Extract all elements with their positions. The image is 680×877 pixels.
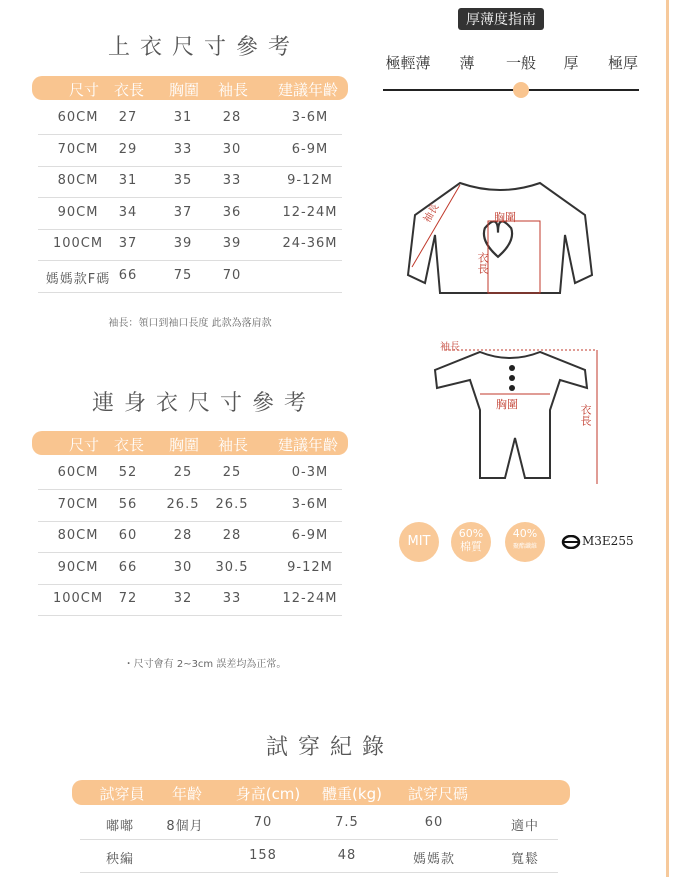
table-cell: 12-24M — [282, 591, 338, 606]
thickness-level: 薄 — [459, 54, 475, 72]
mit-badge: MIT — [399, 522, 439, 562]
col-header: 袖長 — [217, 436, 249, 454]
table-cell: 30 — [173, 559, 193, 575]
poly-badge — [505, 522, 545, 562]
table-cell: 158 — [249, 848, 277, 863]
table-cell: 80CM — [57, 528, 99, 543]
table-cell: 60 — [424, 815, 444, 830]
bodysuit-size-title: 連身衣尺寸參考 — [92, 391, 317, 416]
top-size-title: 上衣尺寸參考 — [108, 35, 301, 60]
col-header: 身高(cm) — [235, 785, 301, 803]
table-cell: 32 — [173, 591, 193, 606]
table-cell: 70 — [253, 815, 273, 830]
table-cell: 29 — [118, 141, 138, 157]
table-cell: 70 — [222, 267, 242, 283]
col-header: 試穿員 — [99, 785, 145, 803]
table-row — [38, 489, 342, 522]
table-cell: 35 — [173, 173, 193, 188]
table-cell: 6-9M — [291, 528, 329, 543]
table-cell: 嘟嘟 — [105, 819, 135, 834]
chest-label-2: 胸圍 — [496, 398, 518, 411]
table-row — [38, 197, 342, 230]
table-cell: 36 — [222, 204, 242, 220]
top-table-header — [32, 76, 348, 100]
col-header: 建議年齡 — [277, 81, 339, 99]
table-cell: 適中 — [510, 819, 540, 834]
thickness-level: 一般 — [505, 54, 537, 72]
table-cell: 37 — [118, 236, 138, 251]
col-header: 試穿尺碼 — [407, 785, 469, 803]
bsmi-mark-icon — [561, 535, 581, 549]
table-cell: 26.5 — [215, 496, 249, 512]
table-cell: 12-24M — [282, 204, 338, 220]
table-cell: 3-6M — [291, 110, 329, 125]
thickness-level: 厚 — [563, 54, 579, 72]
table-row — [80, 807, 558, 840]
cotton-badge — [451, 522, 491, 562]
thickness-marker — [513, 82, 529, 98]
sleeve-label-2: 袖長 — [440, 342, 460, 353]
table-row — [38, 520, 342, 553]
table-cell: 27 — [118, 110, 138, 125]
table-cell: 33 — [222, 591, 242, 606]
table-row — [38, 102, 342, 135]
table-cell: 寬鬆 — [510, 852, 540, 867]
table-row — [38, 165, 342, 198]
table-row — [38, 552, 342, 585]
trial-table-header — [72, 780, 570, 805]
cotton-label: 棉質 — [460, 540, 482, 553]
table-cell: 9-12M — [287, 173, 333, 188]
col-header: 衣長 — [113, 436, 145, 454]
table-cell: 60CM — [57, 110, 99, 125]
table-cell: 30 — [222, 141, 242, 157]
table-row — [38, 134, 342, 167]
table-cell: 60CM — [57, 465, 99, 480]
table-cell: 秧編 — [105, 852, 135, 867]
table-cell: 28 — [222, 528, 242, 543]
shirt-diagram-icon — [400, 175, 600, 300]
cotton-pct: 60% — [458, 527, 484, 540]
table-cell: 33 — [173, 141, 193, 157]
table-cell: 0-3M — [291, 465, 329, 480]
bodysuit-table-header — [32, 431, 348, 455]
table-cell: 28 — [222, 110, 242, 125]
sleeve-label: 袖長 — [421, 202, 442, 225]
table-cell: 28 — [173, 528, 193, 543]
table-cell: 80CM — [57, 173, 99, 188]
table-row — [38, 260, 342, 293]
table-cell: 31 — [173, 110, 193, 125]
table-cell: 26.5 — [166, 496, 200, 512]
trial-title: 試穿紀錄 — [266, 735, 395, 760]
table-cell: 75 — [173, 267, 193, 283]
chest-label: 胸圍 — [494, 211, 516, 224]
col-header: 尺寸 — [68, 81, 100, 99]
table-cell: 媽媽款F碼 — [45, 271, 111, 287]
cert-code: M3E255 — [582, 534, 634, 548]
table-cell: 6-9M — [291, 141, 329, 157]
table-cell: 66 — [118, 267, 138, 283]
table-cell: 25 — [173, 465, 193, 480]
table-cell: 60 — [118, 528, 138, 543]
table-cell: 37 — [173, 204, 193, 220]
table-cell: 31 — [118, 173, 138, 188]
length-label-2: 衣長 — [579, 404, 592, 426]
table-cell: 33 — [222, 173, 242, 188]
col-header: 建議年齡 — [277, 436, 339, 454]
thickness-guide-title: 厚薄度指南 — [458, 8, 544, 30]
table-cell: 30.5 — [215, 559, 249, 575]
col-header: 袖長 — [217, 81, 249, 99]
col-header: 體重(kg) — [322, 785, 382, 803]
col-header: 年齡 — [171, 785, 203, 803]
col-header: 胸圍 — [168, 81, 200, 99]
top-table-note: 袖長：領口到袖口長度 此款為落肩款 — [108, 318, 272, 329]
table-cell: 100CM — [52, 591, 104, 606]
table-cell: 90CM — [57, 204, 99, 220]
table-cell: 34 — [118, 204, 138, 220]
thickness-scale-line — [383, 89, 639, 91]
table-cell: 39 — [222, 236, 242, 251]
table-cell: 24-36M — [282, 236, 338, 251]
table-cell: 100CM — [52, 236, 104, 251]
table-cell: 72 — [118, 591, 138, 606]
table-cell: 9-12M — [287, 559, 333, 575]
table-cell: 90CM — [57, 559, 99, 575]
table-row — [80, 840, 558, 873]
table-cell: 7.5 — [335, 815, 359, 830]
bodysuit-table-note: ・尺寸會有 2~3cm 誤差均為正常。 — [123, 659, 287, 670]
right-border — [666, 0, 669, 877]
table-row — [38, 457, 342, 490]
table-cell: 媽媽款 — [412, 852, 456, 867]
col-header: 尺寸 — [68, 436, 100, 454]
thickness-level: 極厚 — [607, 54, 639, 72]
table-cell: 39 — [173, 236, 193, 251]
table-cell: 48 — [337, 848, 357, 863]
table-cell: 56 — [118, 496, 138, 512]
table-cell: 66 — [118, 559, 138, 575]
table-row — [38, 583, 342, 616]
poly-label: 聚酯纖維 — [512, 543, 537, 550]
table-cell: 70CM — [57, 141, 99, 157]
poly-pct: 40% — [512, 527, 538, 540]
table-cell: 52 — [118, 465, 138, 480]
length-label: 衣長 — [476, 252, 489, 274]
table-cell: 3-6M — [291, 496, 329, 512]
table-row — [38, 228, 342, 261]
table-cell: 25 — [222, 465, 242, 480]
col-header: 衣長 — [113, 81, 145, 99]
col-header: 胸圍 — [168, 436, 200, 454]
table-cell: 8個月 — [166, 819, 204, 834]
table-cell: 70CM — [57, 496, 99, 512]
thickness-level: 極輕薄 — [385, 54, 431, 72]
